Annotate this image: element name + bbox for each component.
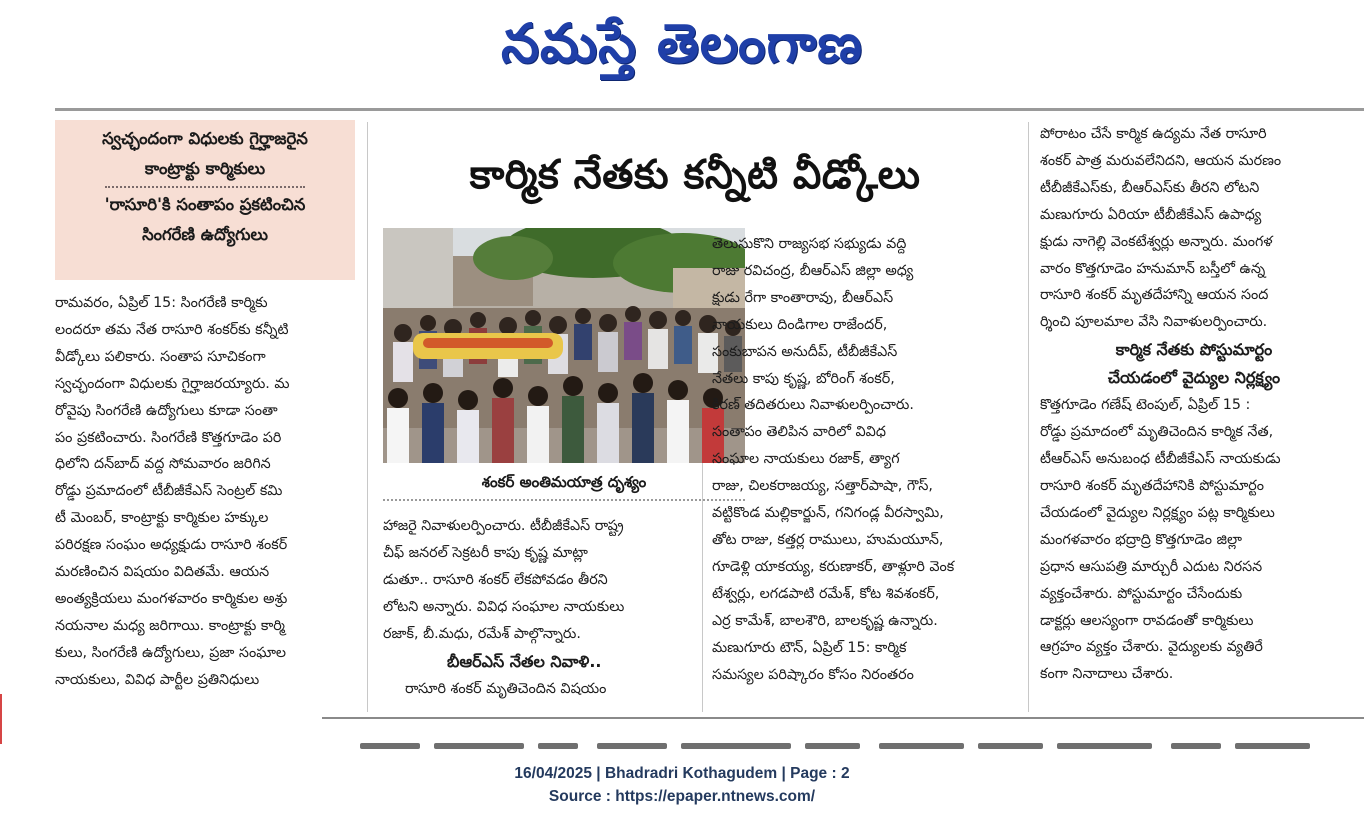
- text-line: నేతలు కాపు కృష్ణ, బోరింగ్ శంకర్,: [712, 370, 895, 387]
- highlight-line-3: 'రాసూరి'కి సంతాపం ప్రకటించిన: [104, 195, 306, 214]
- text-line: మంగళవారం భద్రాద్రి కొత్తగూడెం జిల్లా: [1040, 531, 1242, 548]
- text-line: రాసూరి శంకర్ మృతిచెందిన విషయం: [405, 680, 607, 697]
- text-line: వారం కొత్తగూడెం హనుమాన్ బస్తీలో ఉన్న: [1040, 260, 1266, 277]
- article-column-4: [1040, 121, 1348, 688]
- text-line: వీడ్కోలు పలికారు. సంతాప సూచికంగా: [55, 348, 266, 365]
- text-line: పం ప్రకటించారు. సింగరేణి కొత్తగూడెం పరి: [55, 429, 282, 446]
- text-line: రాజు, చిలకరాజయ్య, సత్తార్‌పాషా, గౌస్,: [712, 478, 933, 495]
- text-line: ప్రధాన ఆసుపత్రి మార్చురీ ఎదుట నిరసన: [1040, 558, 1263, 575]
- text-line: మణుగూరు ఏరియా టీబీజీకేఎస్ ఉపాధ్య: [1040, 206, 1262, 223]
- text-line: క్షుడు రేగా కాంతారావు, బీఆర్ఎస్: [712, 289, 894, 306]
- text-line: రాసూరి శంకర్ మృతదేహానికి పోస్టుమార్టం: [1040, 477, 1265, 494]
- text-line: సంఘాల నాయకులు రజాక్, త్యాగ: [712, 451, 900, 468]
- text-line: లోటని అన్నారు. వివిధ సంఘాల నాయకులు: [383, 598, 625, 615]
- highlight-divider: [105, 186, 305, 188]
- text-line: రోవైపు సింగరేణి ఉద్యోగులు కూడా సంతా: [55, 402, 278, 419]
- text-line: గూడెళ్లి యాకయ్య, కరుణాకర్, తాళ్లూరి వెంక: [712, 558, 955, 575]
- masthead: [0, 0, 1364, 100]
- highlight-line-1: స్వచ్ఛందంగా విధులకు గైర్హాజరైన: [102, 129, 308, 148]
- text-line: నయనాల మధ్య జరిగాయి. కాంట్రాక్టు కార్మి: [55, 617, 285, 634]
- text-line: తెలుసుకొని రాజ్యసభ సభ్యుడు వద్ది: [712, 236, 907, 252]
- highlights-box: [55, 120, 355, 280]
- text-line: రాజు రవిచంద్ర, బీఆర్ఎస్ జిల్లా అధ్య: [712, 262, 914, 279]
- text-line: టీఆర్ఎస్ అనుబంధ టీబీజీకేఎస్ నాయకుడు: [1040, 451, 1281, 468]
- text-line: సమస్యల పరిష్కారం కోసం నిరంతరం: [712, 666, 914, 683]
- text-line: మణుగూరు టౌన్, ఏప్రిల్ 15: కార్మిక: [712, 639, 907, 656]
- page-footer: [0, 762, 1364, 808]
- text-line: ర్శించి పూలమాల వేసి నివాళులర్పించారు.: [1040, 314, 1268, 331]
- text-line: శంకర్ పాత్ర మరువలేనిదని, ఆయన మరణం: [1040, 152, 1282, 169]
- text-line: రాసూరి శంకర్ మృతదేహాన్ని ఆయన సంద: [1040, 287, 1269, 304]
- newspaper-title: నమస్తే తెలంగాణ: [501, 11, 863, 75]
- text-line: చేయడంలో వైద్యుల నిర్లక్ష్యం పట్ల కార్మికులు: [1040, 504, 1275, 521]
- text-line: నాయకులు, వివిధ పార్టీల ప్రతినిధులు: [55, 671, 260, 688]
- text-line: లందరూ తమ నేత రాసూరి శంకర్‌కు కన్నీటి: [55, 321, 289, 338]
- text-line: కిరణ్ తదితరులు నివాళులర్పించారు.: [712, 397, 914, 414]
- text-line: హాజరై నివాళులర్పించారు. టీబీజీకేఎస్ రాష్ట్ర: [383, 518, 624, 534]
- footer-source-link[interactable]: Source : https://epaper.ntnews.com/: [548, 788, 816, 805]
- text-line: కులు, సింగరేణి ఉద్యోగులు, ప్రజా సంఘాల: [55, 644, 287, 661]
- text-line: సంకుబాపన అనుదీప్, టీబీజీకేఎస్: [712, 343, 898, 360]
- text-line: పోరాటం చేసే కార్మిక ఉద్యమ నేత రాసూరి: [1040, 126, 1267, 142]
- text-line: టీబీజీకేఎస్‌కు, బీఆర్ఎస్‌కు తీరని లోటని: [1040, 179, 1260, 196]
- text-line: టేశ్వర్లు, లగడపాటి రమేశ్, కోట శివశంకర్,: [712, 585, 940, 602]
- page-edge-mark: [0, 694, 4, 744]
- photo-caption: శంకర్ అంతిమయాత్ర దృశ్యం: [383, 465, 745, 501]
- subheading-brs-tribute: బీఆర్ఎస్ నేతల నివాళి..: [447, 651, 602, 671]
- bottom-rule: [322, 717, 1364, 719]
- text-line: స్వచ్ఛందంగా విధులకు గైర్హాజరయ్యారు. మ: [55, 375, 290, 392]
- column-divider: [367, 122, 368, 712]
- text-line: డుతూ.. రాసూరి శంకర్ లేకపోవడం తీరని: [383, 571, 608, 588]
- article-column-2: [383, 513, 688, 702]
- top-rule: [55, 108, 1364, 111]
- text-line: పరిరక్షణ సంఘం అధ్యక్షుడు రాసూరి శంకర్: [55, 537, 288, 554]
- text-line: రోడ్డు ప్రమాదంలో మృతిచెందిన కార్మిక నేత,: [1040, 424, 1274, 441]
- text-line: అంత్యక్రియలు మంగళవారం కార్మికుల అశ్రు: [55, 590, 288, 607]
- text-line: ఆగ్రహం వ్యక్తం చేశారు. వైద్యులకు వ్యతిరే: [1040, 639, 1263, 656]
- text-line: మరణించిన విషయం విదితమే. ఆయన: [55, 564, 270, 581]
- article-column-3: [712, 231, 1018, 688]
- text-line: క్షుడు నాగెల్లి వెంకటేశ్వర్లు అన్నారు. మంగళ: [1040, 233, 1273, 250]
- subheading-postmortem-1: కార్మిక నేతకు పోస్టుమార్టం: [1115, 340, 1273, 360]
- text-line: కొత్తగూడెం గణేష్ టెంపుల్, ఏప్రిల్ 15 :: [1040, 397, 1251, 414]
- text-line: తోట రాజు, కత్తర్ల రాములు, హుమయూన్,: [712, 531, 944, 548]
- text-line: రోడ్డు ప్రమాదంలో టీబీజీకేఎస్ సెంట్రల్ కమి: [55, 483, 283, 500]
- subheading-postmortem-2: చేయడంలో వైద్యుల నిర్లక్ష్యం: [1107, 368, 1281, 388]
- text-line: నాయకులు దిండిగాల రాజేందర్,: [712, 316, 888, 333]
- text-line: రామవరం, ఏప్రిల్ 15: సింగరేణి కార్మికు: [55, 295, 268, 311]
- text-line: రజాక్, బీ.మధు, రమేశ్ పాల్గొన్నారు.: [383, 625, 581, 642]
- text-line: వట్టికొండ మల్లికార్జున్, గనిగండ్ల వీరస్వామి,: [712, 505, 944, 522]
- article-headline: కార్మిక నేతకు కన్నీటి వీడ్కోలు: [469, 152, 921, 198]
- text-line: చీఫ్ జనరల్ సెక్రటరీ కాపు కృష్ణ మాట్లా: [383, 544, 588, 561]
- text-line: సంతాపం తెలిపిన వారిలో వివిధ: [712, 424, 886, 441]
- column-divider: [1028, 122, 1029, 712]
- text-line: ఎర్ర కామేశ్, బాలశౌరి, బాలకృష్ణ ఉన్నారు.: [712, 612, 938, 629]
- footer-edition-info: 16/04/2025 | Bhadradri Kothagudem | Page : 2: [514, 765, 850, 782]
- article-column-1: [55, 290, 357, 694]
- highlight-line-4: సింగరేణి ఉద్యోగులు: [142, 225, 268, 244]
- funeral-procession-photo: [383, 228, 745, 463]
- text-line: డాక్టర్లు ఆలస్యంగా రావడంతో కార్మికులు: [1040, 612, 1254, 629]
- text-line: కంగా నినాదాలు చేశారు.: [1040, 666, 1174, 683]
- cropped-next-article-strip: [360, 735, 1364, 751]
- text-line: ధిలోని దన్‌బాద్ వద్ద సోమవారం జరిగిన: [55, 456, 271, 473]
- text-line: వ్యక్తంచేశారు. పోస్టుమార్టం చేసేందుకు: [1040, 585, 1243, 602]
- highlight-line-2: కాంట్రాక్టు కార్మికులు: [144, 159, 266, 178]
- crowd-photo-illustration: [383, 228, 745, 463]
- text-line: టీ మెంబర్, కాంట్రాక్టు కార్మికుల హక్కుల: [55, 510, 269, 527]
